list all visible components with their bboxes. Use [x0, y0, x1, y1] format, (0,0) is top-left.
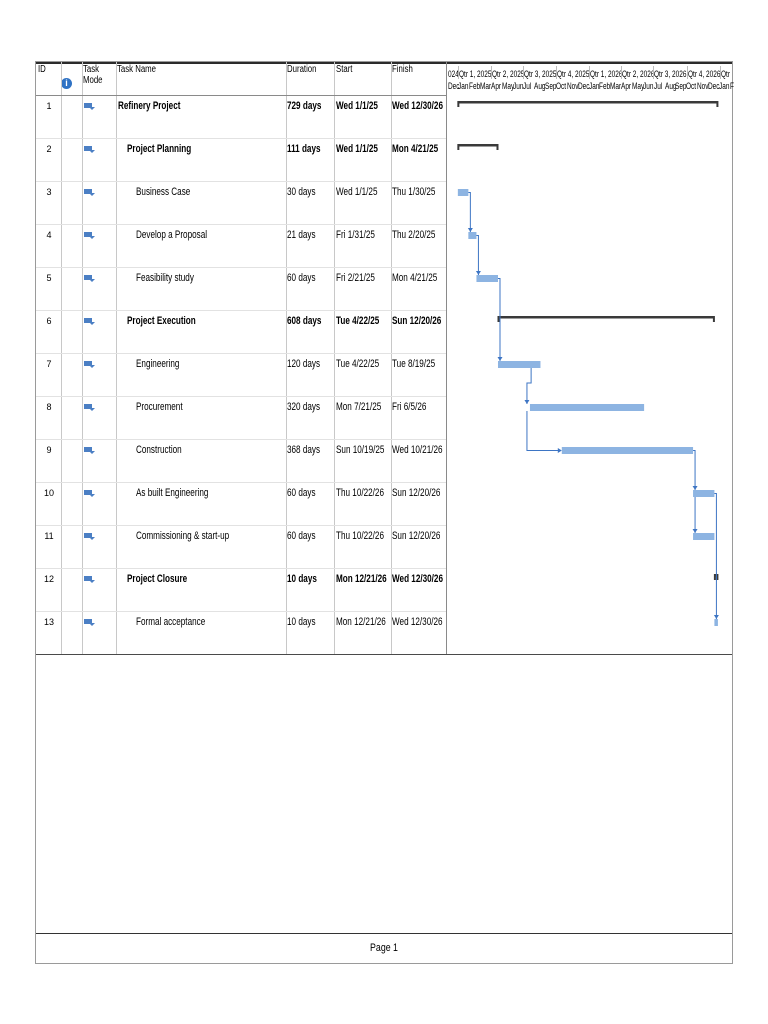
task-name: Construction [136, 444, 182, 456]
task-bar[interactable] [458, 189, 469, 196]
task-finish: Tue 8/19/25 [392, 358, 436, 370]
summary-bar-start-cap[interactable] [457, 101, 459, 107]
task-duration: 60 days [287, 530, 316, 542]
task-duration: 60 days [287, 487, 316, 499]
task-start: Mon 12/21/26 [336, 616, 386, 628]
summary-bar-end-cap[interactable] [713, 316, 715, 322]
task-bar[interactable] [476, 275, 498, 282]
task-name: Refinery Project [118, 100, 181, 112]
timescale-month: Dec [447, 81, 460, 91]
timescale-month: Mar [480, 81, 492, 91]
timescale-quarter: Qtr 4, 2025 [557, 69, 590, 79]
timescale-month: Sep [545, 81, 557, 91]
info-icon[interactable]: i [61, 78, 72, 89]
task-start: Fri 2/21/25 [336, 272, 375, 284]
timescale-month: Jun [642, 81, 654, 91]
task-bar[interactable] [468, 232, 476, 239]
gantt-page [35, 61, 733, 964]
header-task-mode-line2: Mode [83, 75, 103, 86]
task-duration: 608 days [287, 315, 322, 327]
header-finish[interactable]: Finish [392, 64, 413, 75]
timescale-quarter: Qtr 1, 2025 [459, 69, 492, 79]
task-duration: 60 days [287, 272, 316, 284]
task-id: 9 [46, 445, 52, 455]
task-finish: Mon 4/21/25 [392, 272, 438, 284]
timescale-quarter: Qtr 2, 2025 [492, 69, 525, 79]
task-name: As built Engineering [136, 487, 209, 499]
task-bar[interactable] [693, 490, 714, 497]
link-arrowhead [476, 271, 481, 275]
task-bar[interactable] [562, 447, 693, 454]
timescale-month: Nov [566, 81, 579, 91]
summary-bar-start-cap[interactable] [457, 144, 459, 150]
task-name: Procurement [136, 401, 183, 413]
task-start: Fri 1/31/25 [336, 229, 375, 241]
task-id: 6 [46, 316, 52, 326]
task-duration: 368 days [287, 444, 321, 456]
task-duration: 10 days [287, 573, 317, 585]
task-id: 10 [43, 488, 54, 498]
timescale-month: Jan [588, 81, 599, 91]
timescale-month: Dec [707, 81, 720, 91]
timescale-month: Jan [458, 81, 469, 91]
task-start: Thu 10/22/26 [336, 530, 384, 542]
task-finish: Mon 4/21/25 [392, 143, 439, 155]
task-finish: Wed 12/30/26 [392, 616, 443, 628]
task-start: Mon 7/21/25 [336, 401, 382, 413]
link-arrowhead [524, 400, 529, 404]
timescale-quarter: Qtr 3, 2025 [524, 69, 557, 79]
summary-bar[interactable] [458, 144, 498, 147]
summary-bar-start-cap[interactable] [497, 316, 499, 322]
task-id: 13 [43, 617, 54, 627]
timescale-month: Jan [718, 81, 730, 91]
timescale-month: Aug [664, 81, 677, 91]
dependency-link [693, 451, 695, 491]
task-finish: Sun 12/20/26 [392, 487, 441, 499]
task-start: Wed 1/1/25 [336, 186, 378, 198]
task-start: Thu 10/22/26 [336, 487, 384, 499]
timescale-month: Dec [577, 81, 590, 91]
task-id: 4 [46, 230, 52, 240]
summary-bar-end-cap[interactable] [716, 101, 718, 107]
task-id: 2 [46, 144, 52, 154]
timescale-month: Mar [610, 81, 622, 91]
header-start[interactable]: Start [336, 64, 353, 75]
dependency-link [527, 368, 531, 404]
task-name: Engineering [136, 358, 180, 370]
timescale-month: Nov [697, 81, 709, 91]
task-finish: Fri 6/5/26 [392, 401, 427, 413]
timescale-month: May [631, 81, 645, 91]
summary-bar-end-cap[interactable] [496, 144, 498, 150]
task-finish: Wed 12/30/26 [392, 573, 443, 585]
task-start: Mon 12/21/26 [336, 573, 387, 585]
header-duration[interactable]: Duration [287, 64, 317, 75]
task-start: Sun 10/19/25 [336, 444, 385, 456]
link-arrowhead [693, 486, 698, 490]
timescale-quarter: Qtr 4, 2026 [688, 69, 721, 79]
timescale-month: Jul [653, 81, 662, 91]
task-id: 7 [46, 359, 52, 369]
task-finish: Sun 12/20/26 [392, 530, 441, 542]
link-arrowhead [693, 529, 698, 533]
page-number: Page 1 [370, 942, 398, 954]
timescale-month: Apr [490, 81, 501, 91]
task-id: 3 [46, 187, 52, 197]
timescale-quarter: Qtr 3, 2026 [654, 69, 687, 79]
dependency-link [476, 236, 478, 276]
timescale-month: Oct [686, 81, 697, 91]
timescale-quarter: Qtr 2, 2026 [622, 69, 655, 79]
link-arrowhead [714, 615, 719, 619]
task-finish: Sun 12/20/26 [392, 315, 442, 327]
task-name: Project Execution [127, 315, 196, 327]
task-name: Project Planning [127, 143, 192, 155]
task-duration: 30 days [287, 186, 316, 198]
link-arrowhead [558, 448, 562, 453]
task-duration: 120 days [287, 358, 321, 370]
task-id: 1 [46, 101, 52, 111]
table-bottom-border [36, 654, 732, 655]
timescale-month: Apr [621, 81, 632, 91]
task-finish: Thu 1/30/25 [392, 186, 436, 198]
link-arrowhead [468, 228, 473, 232]
summary-bar[interactable] [498, 316, 714, 319]
header-id[interactable]: ID [38, 64, 46, 75]
task-duration: 10 days [287, 616, 316, 628]
link-arrowhead [497, 357, 502, 361]
task-id: 8 [46, 402, 52, 412]
task-name: Project Closure [127, 573, 188, 585]
task-name: Develop a Proposal [136, 229, 208, 241]
timescale-month: Feb [469, 81, 481, 91]
timescale-month: Aug [534, 81, 546, 91]
dependency-link [468, 193, 470, 233]
timescale-quarter: Qtr 1, 2026 [590, 69, 623, 79]
task-bar[interactable] [714, 619, 718, 626]
timescale-month: Oct [556, 81, 567, 91]
task-name: Formal acceptance [136, 616, 206, 628]
timescale-quarter: 024 [448, 69, 459, 79]
task-bar[interactable] [693, 533, 714, 540]
timescale-month: Jun [512, 81, 524, 91]
summary-bar-start-cap[interactable] [714, 574, 716, 580]
task-duration: 111 days [287, 143, 321, 155]
task-name: Business Case [136, 186, 191, 198]
timescale-month: F [729, 81, 734, 91]
timescale-month: Jul [523, 81, 532, 91]
footer-divider [36, 933, 732, 934]
dependency-link [714, 494, 716, 620]
task-id: 5 [46, 273, 52, 283]
task-duration: 21 days [287, 229, 316, 241]
task-bar[interactable] [498, 361, 540, 368]
task-finish: Wed 12/30/26 [392, 100, 443, 112]
timescale-month: Feb [599, 81, 611, 91]
gantt-chart [36, 62, 734, 654]
task-bar[interactable] [530, 404, 644, 411]
task-name: Commissioning & start-up [136, 530, 230, 542]
task-id: 12 [43, 574, 54, 584]
task-start: Wed 1/1/25 [336, 143, 378, 155]
timescale-month: May [501, 81, 515, 91]
task-start: Tue 4/22/25 [336, 315, 380, 327]
task-start: Wed 1/1/25 [336, 100, 378, 112]
task-finish: Thu 2/20/25 [392, 229, 436, 241]
task-finish: Wed 10/21/26 [392, 444, 443, 456]
task-duration: 320 days [287, 401, 321, 413]
dependency-link [527, 411, 561, 451]
task-duration: 729 days [287, 100, 322, 112]
timescale-month: Sep [675, 81, 687, 91]
summary-bar[interactable] [458, 101, 718, 104]
header-task-mode-line1: Task [83, 64, 100, 75]
header-task-name[interactable]: Task Name [117, 64, 157, 75]
task-name: Feasibility study [136, 272, 194, 284]
task-id: 11 [44, 531, 54, 541]
timescale-quarter: Qtr [721, 69, 730, 79]
task-start: Tue 4/22/25 [336, 358, 380, 370]
